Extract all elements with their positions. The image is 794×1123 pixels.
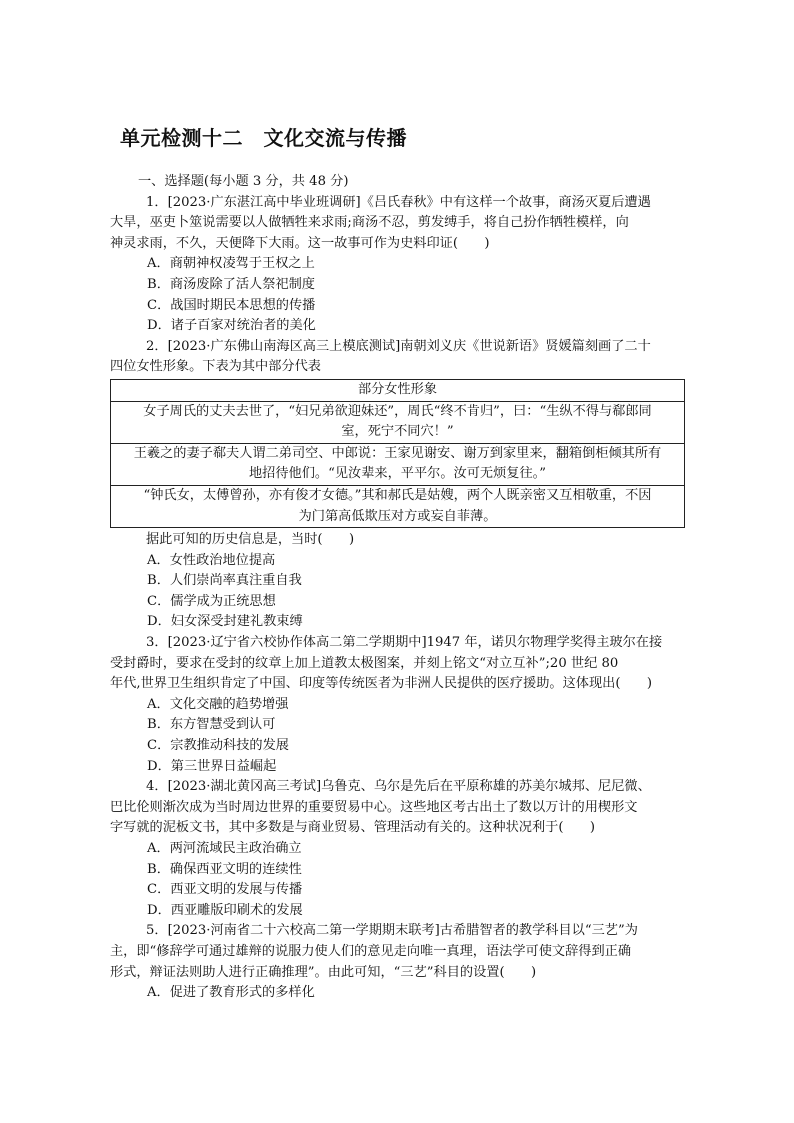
cell-line: 女子周氏的丈夫去世了，“妇兄弟欲迎妹还”，周氏“终不肯归”，曰：“生纵不得与郗郎同 (143, 403, 652, 419)
option-b: B．确保西亚文明的连续性 (147, 861, 302, 877)
table-row (111, 443, 685, 485)
question-line: 字写就的泥板文书，其中多数是与商业贸易、管理活动有关的。这种状况利于( ) (110, 820, 596, 836)
question-line: 形式，辩证法则助人进行正确推理”。由此可知，“三艺”科目的设置( ) (110, 964, 537, 980)
section-heading: 一、选择题(每小题 3 分，共 48 分) (138, 174, 349, 189)
document-body (110, 172, 686, 1004)
option-b: B．商汤废除了活人祭祀制度 (147, 276, 315, 292)
table-cell (111, 443, 685, 485)
question-line: 四位女性形象。下表为其中部分代表 (110, 359, 321, 375)
option-c: C．宗教推动科技的发展 (147, 738, 289, 754)
question-1 (110, 193, 686, 337)
table-cell (111, 401, 685, 443)
table-row (111, 401, 685, 443)
option-c: C．儒学成为正统思想 (147, 593, 276, 609)
option-d: D．西亚雕版印刷术的发展 (147, 902, 303, 918)
document-title: 单元检测十二 文化交流与传播 (120, 126, 407, 150)
question-line: 年代,世界卫生组织肯定了中国、印度等传统医者为非洲人民提供的医疗援助。这体现出( ) (110, 676, 652, 692)
option-d: D．第三世界日益崛起 (147, 758, 277, 774)
table-cell (111, 485, 685, 527)
question-line: 神灵求雨，不久，天便降下大雨。这一故事可作为史料印证( ) (110, 235, 490, 251)
question-line: 据此可知的历史信息是，当时( ) (146, 532, 355, 548)
option-b: B．东方智慧受到认可 (147, 717, 276, 733)
cell-line: 王羲之的妻子郗夫人谓二弟司空、中郎说：王家见谢安、谢万到家里来，翻箱倒柜倾其所有 (133, 445, 662, 461)
option-c: C．西亚文明的发展与传播 (147, 882, 303, 898)
question-5 (110, 921, 686, 1003)
option-b: B．人们崇尚率真注重自我 (147, 573, 302, 589)
option-d: D．诸子百家对统治者的美化 (147, 318, 316, 334)
question-line: 5．[2023·河南省二十六校高二第一学期期末联考]古希腊智者的教学科目以“三艺”为 (146, 923, 638, 939)
question-line: 1．[2023·广东湛江高中毕业班调研]《吕氏春秋》中有这样一个故事，商汤灭夏后遭遇 (146, 194, 651, 210)
question-line: 4．[2023·湖北黄冈高三考试]乌鲁克、乌尔是先后在平原称雄的苏美尔城邦、尼尼微、 (146, 779, 651, 795)
option-a: A．促进了教育形式的多样化 (147, 985, 315, 1001)
cell-line: 为门第高低欺压对方或妄自菲薄。 (298, 508, 497, 524)
cell-line: 室，死宁不同穴！” (341, 424, 454, 440)
female-figures-table (110, 379, 685, 528)
question-4 (110, 777, 686, 921)
option-a: A．商朝神权凌驾于王权之上 (147, 256, 315, 272)
option-a: A．女性政治地位提高 (147, 552, 276, 568)
question-line: 2．[2023·广东佛山南海区高三上模底测试]南朝刘义庆《世说新语》贤媛篇刻画了二十 (146, 338, 651, 354)
question-2 (110, 337, 686, 633)
cell-line: “钟氏女，太傅曾孙，亦有俊才女德。”其和郝氏是姑嫂，两个人既亲密又互相敬重，不因 (143, 487, 652, 503)
question-line: 主，即“修辞学可通过雄辩的说服力使人们的意见走向唯一真理，语法学可使文辞得到正确 (110, 943, 632, 959)
table-row (111, 485, 685, 527)
question-3 (110, 633, 686, 777)
table-header: 部分女性形象 (111, 379, 685, 401)
question-line: 受封爵时，要求在受封的纹章上加上道教太极图案，并刻上铭文“对立互补”;20 世纪 80 (110, 655, 619, 671)
question-line: 巴比伦则渐次成为当时周边世界的重要贸易中心。这些地区考古出土了数以万计的用楔形文 (110, 799, 638, 815)
option-c: C．战国时期民本思想的传播 (147, 297, 316, 313)
question-line: 3．[2023·辽宁省六校协作体高二第二学期期中]1947 年，诺贝尔物理学奖得主玻尔在接 (146, 635, 663, 651)
option-a: A．文化交融的趋势增强 (147, 696, 289, 712)
cell-line: 地招待他们。“见汝辈来，平平尔。汝可无烦复往。” (248, 466, 546, 482)
question-line: 大旱，巫吏卜筮说需要以人做牺牲来求雨;商汤不忍，剪发缚手，将自己扮作牺牲模样，向 (110, 215, 629, 231)
option-a: A．两河流域民主政治确立 (147, 841, 302, 856)
option-d: D．妇女深受封建礼教束缚 (147, 614, 303, 630)
